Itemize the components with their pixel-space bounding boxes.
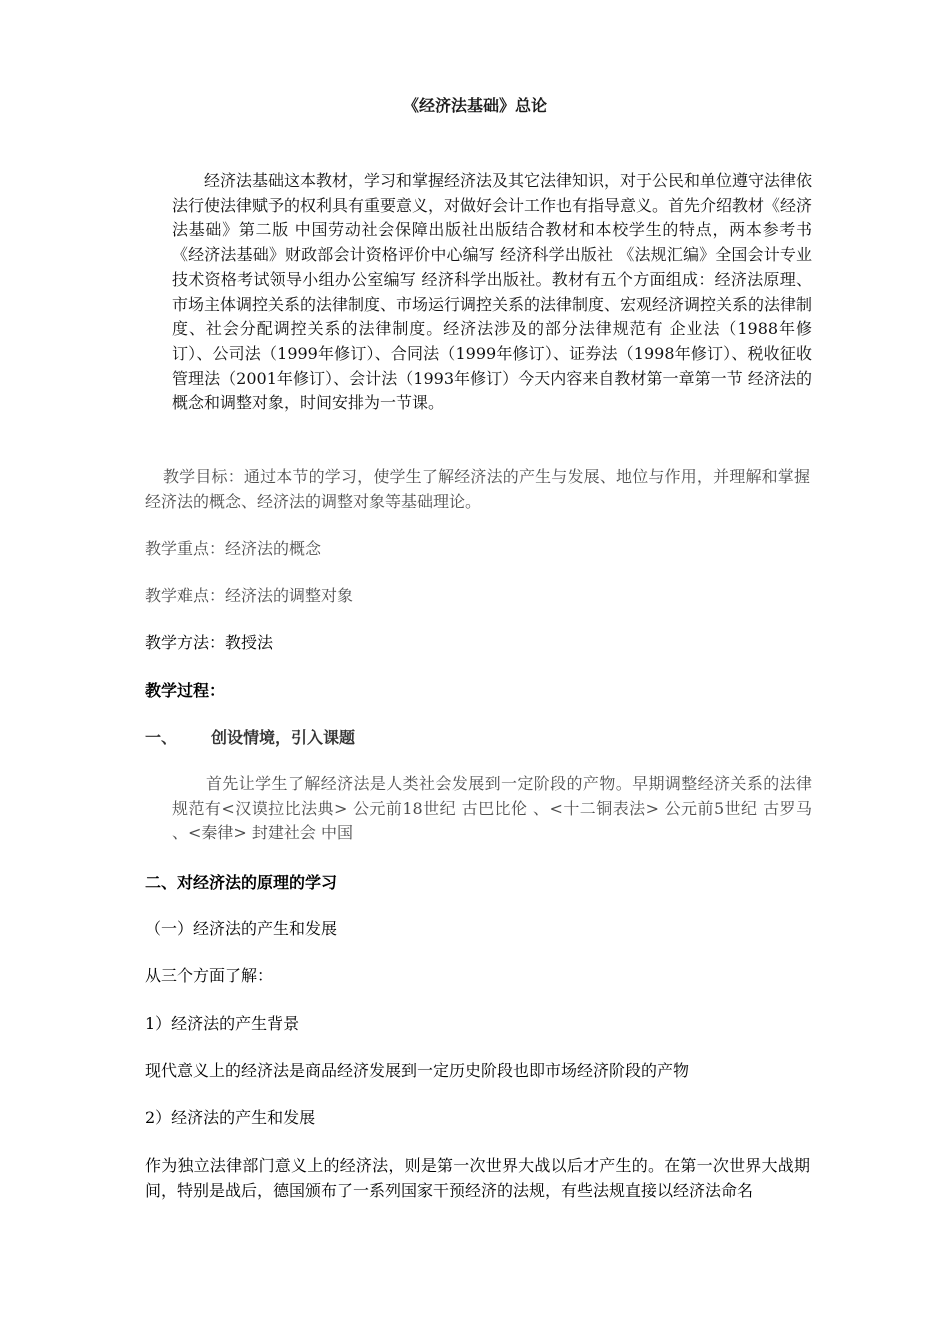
understand-line: 从三个方面了解： [145,966,274,985]
section1-body: 首先让学生了解经济法是人类社会发展到一定阶段的产物。早期调整经济关系的法律规范有<汉谟拉比法典> 公元前18世纪 古巴比伦 、<十二铜表法> 公元前5世纪 古罗马 、<秦律> 封建社会 中国 [172,774,812,843]
subsection1-title: （一）经济法的产生和发展 [145,919,338,938]
teaching-method: 教学方法：教授法 [145,633,274,652]
process-heading: 教学过程： [145,681,226,700]
point2-title: 2）经济法的产生和发展 [145,1108,316,1127]
point1-title: 1）经济法的产生背景 [145,1014,300,1033]
key-point: 教学重点：经济法的概念 [145,539,322,558]
section1-number: 一、 [145,728,178,747]
teaching-goal: 教学目标：通过本节的学习，使学生了解经济法的产生与发展、地位与作用，并理解和掌握经济法的概念、经济法的调整对象等基础理论。 [145,467,810,511]
intro-text: 经济法基础这本教材，学习和掌握经济法及其它法律知识，对于公民和单位遵守法律依法行使法律赋予的权利具有重要意义，对做好会计工作也有指导意义。首先介绍教材《经济法基础》第二版 中国劳动社会保障出版社出版结合教材和本校学生的特点，两本参考书《经济法基础》财政部会计资格评价中心编写 经济科学出版社 《法规汇编》全国会计专业技术资格考试领导小组办公室编写 经济科学出版社。教材有五个方面组成：经济法原理、市场主体调控关系的法律制度、市场运行调控关系的法律制度、宏观经济调控关系的法律制度、社会分配调控关系的法律制度。经济法涉及的部分法律规范有 企业法（1988年修订）、公司法（1999年修订）、合同法（1999年修订）、证券法（1998年修订）、税收征收管理法（2001年修订）、会计法（1993年修订）今天内容来自教材第一章第一节 经济法的概念和调整对象，时间安排为一节课。 [172,171,813,413]
intro-paragraph [172,169,812,416]
point1-body: 现代意义上的经济法是商品经济发展到一定历史阶段也即市场经济阶段的产物 [145,1061,690,1080]
section1-title: 创设情境，引入课题 [211,728,356,747]
point2-body: 作为独立法律部门意义上的经济法，则是第一次世界大战以后才产生的。在第一次世界大战期间，特别是战后，德国颁布了一系列国家干预经济的法规，有些法规直接以经济法命名 [145,1156,810,1200]
section2-heading: 二、对经济法的原理的学习 [145,873,338,892]
document-title: 《经济法基础》总论 [402,96,547,115]
difficulty: 教学难点：经济法的调整对象 [145,586,354,605]
